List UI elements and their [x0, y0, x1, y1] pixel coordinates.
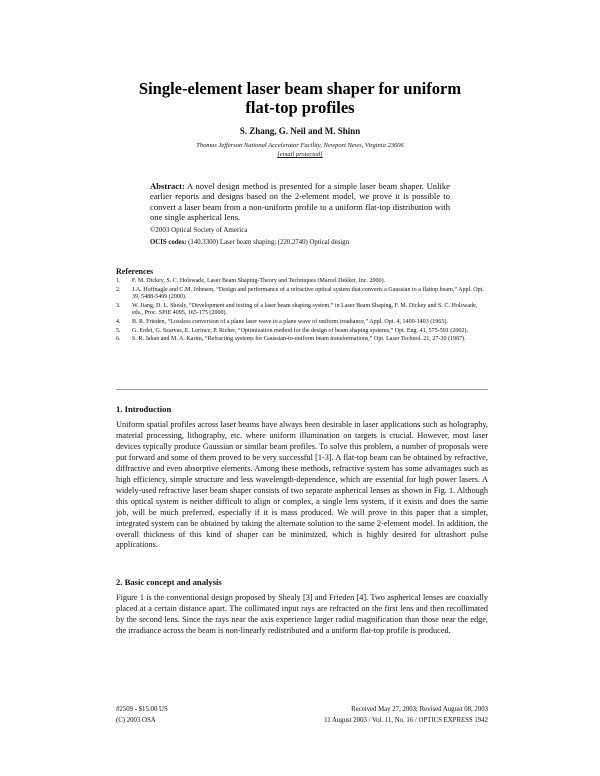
- reference-item: [116, 287, 488, 302]
- title-line-1: Single-element laser beam shaper for uniform: [138, 79, 462, 98]
- footer-journal-info: 11 August 2003 / Vol. 11, No. 16 / OPTICS EXPRESS 1942: [324, 717, 488, 724]
- reference-number: 4.: [116, 318, 121, 325]
- affiliation: Thomas Jefferson National Accelerator Facility, Newport News, Virginia 23606: [196, 142, 404, 149]
- copyright-notice: ©2003 Optical Society of America: [150, 226, 248, 234]
- footer-left: [116, 704, 168, 726]
- reference-item: [116, 328, 488, 336]
- ocis-label: OCIS codes:: [150, 239, 187, 246]
- reference-text: G. Erdei, G. Szarvas, E. Lorincz, P. Richer, “Optimization method for the design of beam shaping systems,” Opt. Eng. 41, 575-591 (2002).: [132, 327, 468, 334]
- reference-item: [116, 303, 488, 318]
- reference-number: 1.: [116, 278, 121, 284]
- reference-number: 2.: [116, 286, 121, 293]
- ocis-text: (140.3300) Laser beam shaping; (220.2740) Optical design: [186, 239, 349, 246]
- footer-received-dates: Received May 27, 2003; Revised August 08, 2003: [351, 706, 488, 713]
- reference-text: F. M. Dickey, S. C. Holswade, Laser Beam Shaping-Theory and Techniques (Marcel Dekker, Inc. 2000).: [132, 278, 386, 284]
- reference-text: B. R. Frieden, “Lossless conversion of a plane laser wave to a plane wave of uniform irradiance,” Appl. Opt. 4, 1400-1403 (1965).: [132, 318, 448, 325]
- reference-number: 6.: [116, 336, 121, 343]
- basic-concept-paragraph: Figure 1 is the conventional design proposed by Shealy [3] and Frieden [4]. Two aspherical lenses are coaxially placed at a certain distance apart. The collimated input rays are refracted on the first lens and then recollimated by the second lens. Since the rays near the axis experience larger radial magnification than those near the edge, the irradiance across the beam is non-linearly redistributed and a uniform flat-top profile is produced.: [116, 593, 488, 635]
- introduction-paragraph: Uniform spatial profiles across laser beams have always been desirable in laser applications such as holography, material processing, lithography, etc. where uniform illumination on targets is crucial. However, most laser devices typically produce Gaussian or similar beam profiles. To solve this problem, a number of proposals were put forward and some of them proved to be very successful [1-3]. A flat-top beam can be obtained by refractive, diffractive and even absorptive elements. Among these methods, refractive system has some advantages such as high efficiency, simple structure and less wavelength-dependence, which are essential for high power lasers. A widely-used refractive laser beam shaper consists of two separate aspherical lenses as shown in Fig. 1. Although this optical system is neither difficult to align or complex, a single lens system, if it exists and does the same job, will be much preferred, especially if it is mass produced. We will prove in this paper that a simpler, integrated system can be obtained by taking the alternate solution to the same 2-element model. In addition, the overall thickness of this kind of shaper can be minimized, which is highly desired for ultrashort pulse applications.: [116, 420, 488, 550]
- references-list: [116, 278, 488, 345]
- reference-item: [116, 319, 488, 327]
- reference-number: 3.: [116, 302, 121, 309]
- reference-item: [116, 336, 488, 344]
- references-heading: References: [116, 267, 154, 276]
- footer-price: #2509 - $15.00 US: [116, 706, 168, 713]
- authors: S. Zhang, G. Neil and M. Shinn: [239, 126, 361, 136]
- reference-text: J.A. Hoffnagle and C.M. Johnson, “Design and performance of a refractive optical system that converts a Gaussian to a flattop beam,” Appl. Opt. 39, 5488-5499 (2000).: [132, 286, 484, 301]
- abstract-text: A novel design method is presented for a simple laser beam shaper. Unlike earlier reports and designs based on the 2-element model, we prove it is possible to convert a laser beam from a non-uniform profile to a uniform flat-top distribution with one single aspherical lens.: [150, 181, 450, 223]
- footer-copyright: (C) 2003 OSA: [116, 717, 156, 724]
- ocis-codes: [150, 238, 470, 247]
- author-email-link[interactable]: [email protected]: [277, 151, 323, 158]
- reference-number: 5.: [116, 327, 121, 334]
- section-heading-introduction: 1. Introduction: [116, 404, 172, 414]
- title-line-2: flat-top profiles: [245, 98, 355, 117]
- reference-text: S. R. Jahan and M. A. Karim, “Refracting systems for Gaussian-to-uniform beam transformations,” Opt. Laser Technol. 21, 27-30 (1987).: [132, 336, 466, 343]
- paper-title: [100, 79, 500, 117]
- reference-item: [116, 278, 488, 286]
- footer-right: [270, 704, 488, 726]
- abstract-label: Abstract:: [150, 181, 185, 191]
- abstract: [150, 181, 450, 223]
- section-divider: [116, 389, 488, 390]
- section-heading-basic-concept: 2. Basic concept and analysis: [116, 577, 222, 587]
- reference-text: W. Jiang, D. L. Shealy, “Development and testing of a laser beam shaping system,” in Laser Beam Shaping, F. M. Dickey and S. C. Holswade, eds., Proc. SPIE 4095, 165-175 (2000).: [132, 302, 478, 317]
